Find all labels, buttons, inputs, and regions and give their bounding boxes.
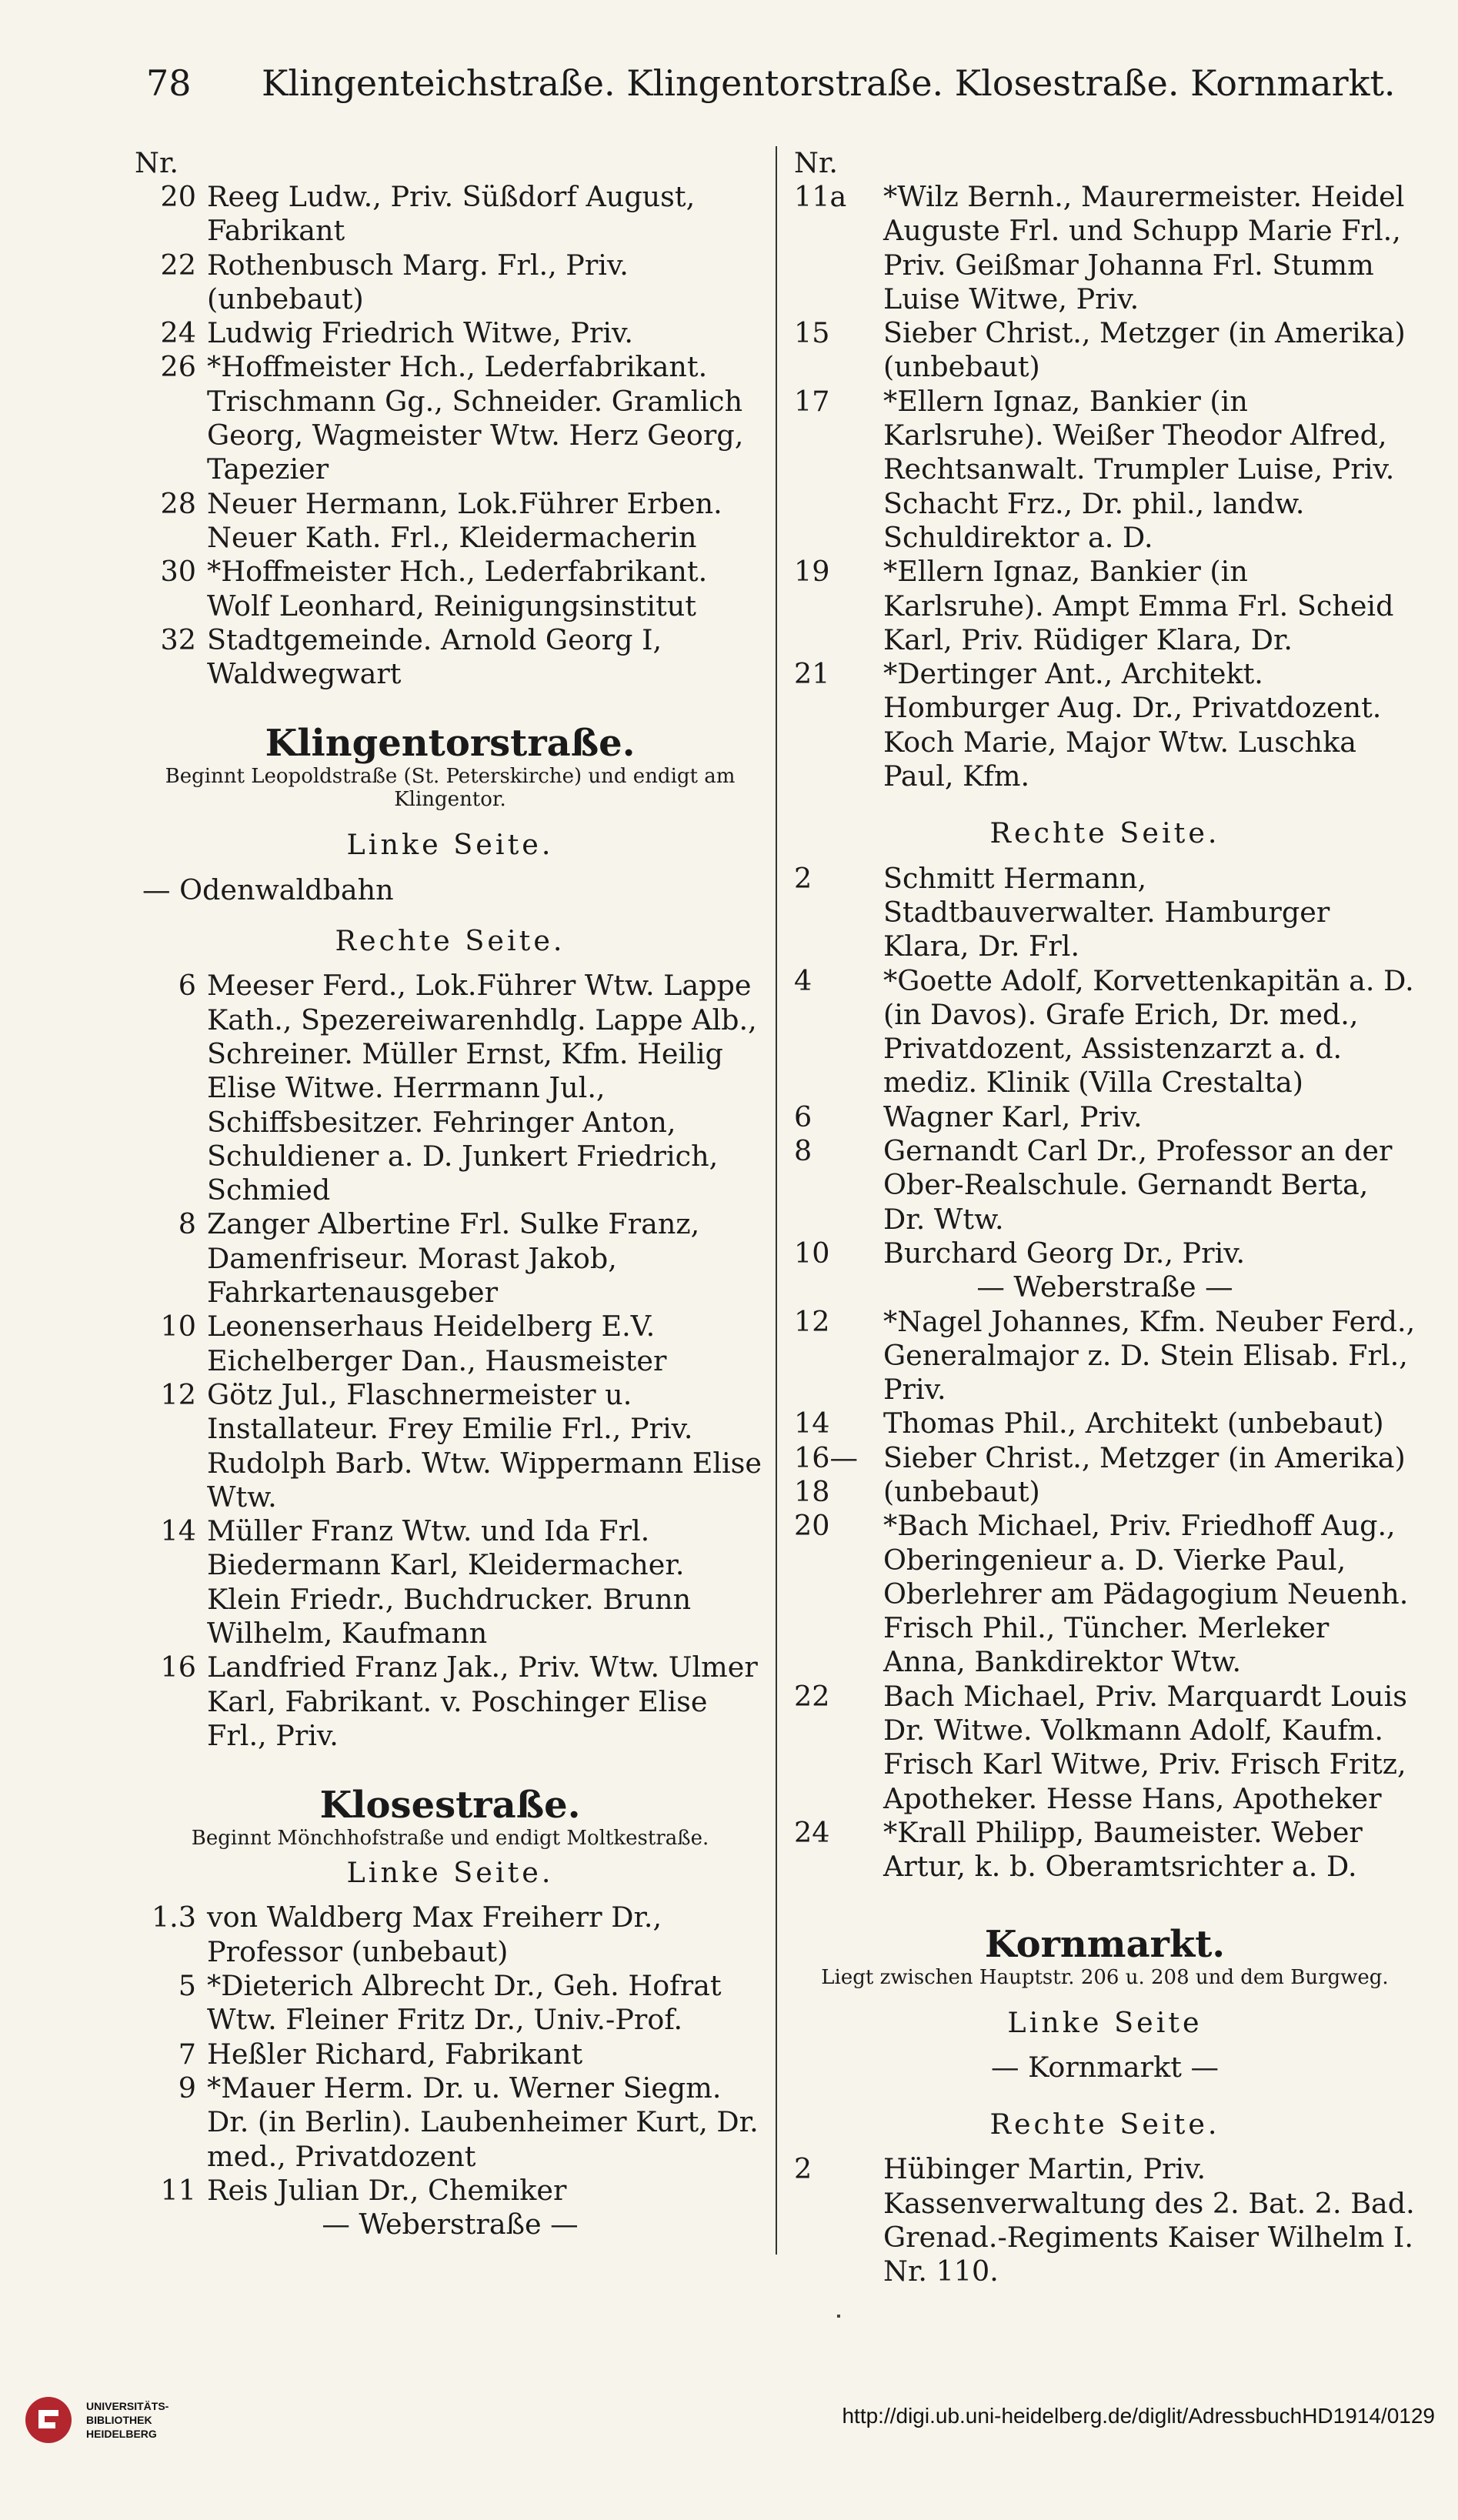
house-number: 30 — [160, 555, 196, 589]
directory-entry — [135, 1969, 766, 2038]
directory-entry — [135, 350, 766, 486]
house-number: 6 — [794, 1100, 812, 1133]
house-number: 2 — [794, 861, 812, 895]
resident-text: Wagner Karl, Priv. — [883, 1100, 1143, 1133]
resident-text: Meeser Ferd., Lok.Führer Wtw. Lappe Kath., Spezereiwarenhdlg. Lappe Alb., Schreiner. Müller Ernst, Kfm. Heilig Elise Witwe. Herrmann Jul., Schiffsbesitzer. Fehringer Anton, Schuldiener a. D. Junkert Friedrich, Schmied — [207, 969, 757, 1207]
logo-line: UNIVERSITÄTS- — [86, 2400, 169, 2412]
directory-entry — [135, 2038, 766, 2071]
resident-text: *Nagel Johannes, Kfm. Neuber Ferd., Generalmajor z. D. Stein Elisab. Frl., Priv. — [883, 1304, 1416, 1407]
resident-text: Götz Jul., Flaschnermeister u. Installateur. Frey Emilie Frl., Priv. Rudolph Barb. Wtw. Wippermann Elise Wtw. — [207, 1377, 762, 1514]
resident-text: Landfried Franz Jak., Priv. Wtw. Ulmer Karl, Fabrikant. v. Poschinger Elise Frl., Priv. — [207, 1651, 758, 1752]
resident-text: Gernandt Carl Dr., Professor an der Ober-Realschule. Gernandt Berta, Dr. Wtw. — [883, 1134, 1393, 1236]
right-column — [794, 146, 1416, 2289]
resident-text: *Hoffmeister Hch., Lederfabrikant. Wolf Leonhard, Reinigungsinstitut — [207, 555, 708, 622]
street-description-kornmarkt: Liegt zwischen Hauptstr. 206 u. 208 und dem Burgweg. — [821, 1965, 1389, 1989]
resident-text: Stadtgemeinde. Arnold Georg I, Waldwegwart — [207, 622, 662, 691]
resident-text: Hübinger Martin, Priv. Kassenverwaltung des 2. Bat. 2. Bad. Grenad.-Regiments Kaiser Wilhelm I. Nr. 110. — [883, 2152, 1415, 2288]
house-number: 17 — [794, 384, 830, 418]
resident-text: Rothenbusch Marg. Frl., Priv. (unbebaut) — [207, 248, 629, 315]
directory-entry — [135, 180, 766, 249]
kornmarkt-left-line: — Kornmarkt — — [990, 2050, 1219, 2084]
side-heading-left-kornmarkt: Linke Seite — [1007, 2005, 1203, 2039]
directory-entry — [135, 2071, 766, 2174]
house-number: 8 — [794, 1134, 812, 1168]
directory-entry — [794, 385, 1416, 555]
resident-text: *Ellern Ignaz, Bankier (in Karlsruhe). Ampt Emma Frl. Scheid Karl, Priv. Rüdiger Klara, Dr. — [883, 555, 1394, 656]
resident-text: Müller Franz Wtw. und Ida Frl. Biedermann Karl, Kleidermacher. Klein Friedr., Buchdrucker. Brunn Wilhelm, Kaufmann — [207, 1514, 692, 1650]
page-speck — [837, 2315, 840, 2318]
directory-entry — [794, 555, 1416, 657]
house-number: 12 — [160, 1377, 196, 1411]
left-column — [135, 146, 766, 2241]
directory-entry — [794, 657, 1416, 793]
house-number: 11 — [160, 2173, 196, 2207]
directory-entry — [794, 1407, 1416, 1440]
left-side-line: — Odenwaldbahn — [142, 873, 394, 906]
house-number: 14 — [160, 1514, 196, 1548]
directory-entry — [794, 862, 1416, 964]
house-number: 26 — [160, 350, 196, 384]
directory-entry — [794, 1100, 1416, 1134]
cross-street-weberstrasse-right: — Weberstraße — — [976, 1270, 1233, 1304]
house-number: 7 — [178, 2037, 196, 2071]
logo-line: BIBLIOTHEK — [86, 2414, 152, 2426]
street-heading-klingentor: Klingentorstraße. — [265, 722, 636, 766]
nr-label: Nr. — [135, 146, 178, 179]
resident-text: *Bach Michael, Priv. Friedhoff Aug., Oberingenieur a. D. Vierke Paul, Oberlehrer am Pädagogium Neuenh. Frisch Phil., Tüncher. Merleker Anna, Bankdirektor Wtw. — [883, 1509, 1409, 1679]
resident-text: *Ellern Ignaz, Bankier (in Karlsruhe). Weißer Theodor Alfred, Rechtsanwalt. Trumpler Luise, Priv. Schacht Frz., Dr. phil., landw. Schuldirektor a. D. — [883, 384, 1395, 554]
page-header — [146, 62, 1396, 105]
street-description-klingentor: Beginnt Leopoldstraße (St. Peterskirche) und endigt am Klingentor. — [165, 765, 736, 812]
resident-text: Ludwig Friedrich Witwe, Priv. — [207, 316, 633, 350]
resident-text: Sieber Christ., Metzger (in Amerika) (unbebaut) — [883, 316, 1406, 384]
library-logo — [22, 2393, 222, 2447]
directory-entry — [794, 180, 1416, 316]
house-number: 24 — [794, 1815, 830, 1849]
house-number: 16 — [160, 1651, 196, 1684]
house-number: 22 — [160, 248, 196, 282]
house-number: 10 — [794, 1236, 830, 1270]
resident-text: *Hoffmeister Hch., Lederfabrikant. Trischmann Gg., Schneider. Gramlich Georg, Wagmeister Wtw. Herz Georg, Tapezier — [207, 350, 744, 486]
klose-right-entries-b — [794, 1305, 1416, 1884]
resident-text: *Krall Philipp, Baumeister. Weber Artur, k. b. Oberamtsrichter a. D. — [883, 1815, 1363, 1884]
klose-entries-list — [135, 1901, 766, 2208]
house-number: 4 — [794, 963, 812, 997]
house-number: 6 — [178, 969, 196, 1003]
nr-label-right: Nr. — [794, 146, 838, 179]
column-divider — [776, 146, 777, 2255]
house-number: 28 — [160, 486, 196, 520]
resident-text: *Wilz Bernh., Maurermeister. Heidel Auguste Frl. und Schupp Marie Frl., Priv. Geißmar Johanna Frl. Stumm Luise Witwe, Priv. — [883, 180, 1405, 315]
directory-entry — [794, 1237, 1416, 1270]
directory-entry — [794, 1134, 1416, 1237]
resident-text: *Mauer Herm. Dr. u. Werner Siegm. Dr. (in Berlin). Laubenheimer Kurt, Dr. med., Privatdozent — [207, 2071, 759, 2173]
directory-entry — [135, 1207, 766, 1310]
library-seal-icon — [22, 2393, 75, 2447]
klose-continued-list — [794, 180, 1416, 793]
resident-text: *Dieterich Albrecht Dr., Geh. Hofrat Wtw. Fleiner Fritz Dr., Univ.-Prof. — [207, 1969, 722, 2037]
resident-text: von Waldberg Max Freiherr Dr., Professor (unbebaut) — [207, 1901, 662, 1968]
directory-entry — [135, 969, 766, 1207]
directory-entry — [794, 1305, 1416, 1407]
directory-entry — [794, 316, 1416, 385]
klingentor-entries-list — [135, 969, 766, 1753]
source-url-link[interactable]: http://digi.ub.uni-heidelberg.de/diglit/AdressbuchHD1914/0129 — [842, 2404, 1435, 2428]
resident-text: Heßler Richard, Fabrikant — [207, 2037, 583, 2071]
resident-text: Bach Michael, Priv. Marquardt Louis Dr. Witwe. Volkmann Adolf, Kaufm. Frisch Karl Witwe, Priv. Frisch Fritz, Apotheker. Hesse Hans, Apotheker — [883, 1679, 1407, 1815]
side-heading-left-klose: Linke Seite. — [346, 1856, 554, 1890]
directory-entry — [794, 1441, 1416, 1510]
house-number: 15 — [794, 316, 830, 350]
directory-entry — [794, 1509, 1416, 1679]
kornmarkt-entries-list — [794, 2152, 1416, 2288]
house-number: 5 — [178, 1969, 196, 2003]
resident-text: Zanger Albertine Frl. Sulke Franz, Damenfriseur. Morast Jakob, Fahrkartenausgeber — [207, 1207, 700, 1310]
house-number: 16—18 — [794, 1440, 858, 1508]
house-number: 10 — [160, 1310, 196, 1343]
page-title: Klingenteichstraße. Klingentorstraße. Klosestraße. Kornmarkt. — [262, 62, 1396, 104]
directory-entry — [135, 1514, 766, 1651]
side-heading-right: Rechte Seite. — [335, 924, 566, 958]
klose-right-entries-a — [794, 862, 1416, 1271]
library-logo-text — [86, 2399, 168, 2441]
side-heading-right-klose: Rechte Seite. — [989, 816, 1220, 850]
directory-entry — [135, 1901, 766, 1969]
resident-text: Schmitt Hermann, Stadtbauverwalter. Hamburger Klara, Dr. Frl. — [883, 861, 1330, 963]
directory-entry — [794, 1816, 1416, 1884]
directory-entry — [135, 316, 766, 350]
house-number: 9 — [178, 2071, 196, 2104]
klingenteich-continued-list — [135, 180, 766, 691]
directory-entry — [135, 1378, 766, 1514]
house-number: 14 — [794, 1407, 830, 1440]
directory-entry — [135, 1651, 766, 1753]
side-heading-left: Linke Seite. — [346, 828, 554, 862]
directory-entry — [135, 555, 766, 623]
house-number: 20 — [160, 180, 196, 213]
side-heading-right-kornmarkt: Rechte Seite. — [989, 2108, 1220, 2141]
resident-text: Neuer Hermann, Lok.Führer Erben. Neuer Kath. Frl., Kleidermacherin — [207, 486, 722, 554]
house-number: 24 — [160, 316, 196, 350]
resident-text: Thomas Phil., Architekt (unbebaut) — [883, 1407, 1384, 1440]
cross-street-weberstrasse: — Weberstraße — — [322, 2208, 579, 2241]
house-number: 19 — [794, 555, 830, 589]
resident-text: Burchard Georg Dr., Priv. — [883, 1236, 1246, 1270]
resident-text: Reeg Ludw., Priv. Süßdorf August, Fabrikant — [207, 180, 696, 248]
resident-text: Leonenserhaus Heidelberg E.V. Eichelberger Dan., Hausmeister — [207, 1310, 667, 1377]
house-number: 8 — [178, 1207, 196, 1241]
house-number: 1.3 — [151, 1901, 196, 1934]
house-number: 32 — [160, 622, 196, 656]
house-number: 20 — [794, 1509, 830, 1543]
street-description-klose: Beginnt Mönchhofstraße und endigt Moltkestraße. — [191, 1827, 709, 1851]
directory-entry — [794, 964, 1416, 1100]
directory-entry — [135, 1310, 766, 1378]
directory-entry — [135, 2174, 766, 2208]
street-heading-kornmarkt: Kornmarkt. — [984, 1922, 1226, 1966]
house-number: 12 — [794, 1304, 830, 1338]
house-number: 11a — [794, 180, 847, 213]
street-heading-klose: Klosestraße. — [319, 1784, 581, 1827]
house-number: 21 — [794, 657, 830, 691]
resident-text: *Goette Adolf, Korvettenkapitän a. D. (in Davos). Grafe Erich, Dr. med., Privatdozent, Assistenzarzt a. d. mediz. Klinik (Villa Crestalta) — [883, 963, 1414, 1100]
house-number: 2 — [794, 2152, 812, 2186]
resident-text: *Dertinger Ant., Architekt. Homburger Aug. Dr., Privatdozent. Koch Marie, Major Wtw. Luschka Paul, Kfm. — [883, 657, 1382, 793]
resident-text: Reis Julian Dr., Chemiker — [207, 2173, 567, 2207]
page-number: 78 — [146, 62, 192, 104]
directory-entry — [794, 2152, 1416, 2288]
logo-line: HEIDELBERG — [86, 2428, 157, 2440]
directory-entry — [135, 623, 766, 692]
directory-entry — [794, 1680, 1416, 1816]
house-number: 22 — [794, 1679, 830, 1713]
directory-entry — [135, 249, 766, 317]
directory-entry — [135, 487, 766, 556]
resident-text: Sieber Christ., Metzger (in Amerika) (unbebaut) — [883, 1440, 1406, 1508]
